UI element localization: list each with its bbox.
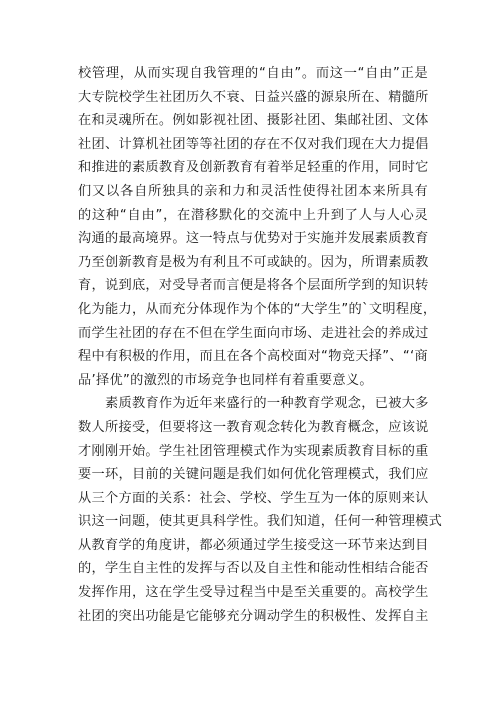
text-line: 从三个方面的关系：社会、学校、学生互为一体的原则来认 [78, 490, 429, 506]
text-line: 乃至创新教育是极为有利且不可或缺的。因为，所谓素质教 [78, 254, 429, 270]
paragraph-2 [78, 392, 443, 628]
text-line: 社团、计算机社团等等社团的存在不仅对我们现在大力提倡 [78, 136, 429, 152]
text-line: 社团的突出功能是它能够充分调动学生的积极性、发挥自主 [78, 608, 429, 624]
text-line: 从教育学的角度讲，都必须通过学生接受这一环节来达到目 [78, 537, 429, 553]
text-line: 程中有积极的作用，而且在各个高校面对“物竞天择”、“‘商 [78, 349, 428, 365]
text-line: 素质教育作为近年来盛行的一种教育学观念，已被大多 [105, 396, 429, 412]
text-line: 要一环，目前的关键问题是我们如何优化管理模式，我们应 [78, 467, 429, 483]
text-line: 才刚刚开始。学生社团管理模式作为实现素质教育目标的重 [78, 443, 429, 459]
text-line: 的，学生自主性的发挥与否以及自主性和能动性相结合能否 [78, 561, 429, 577]
text-line: 大专院校学生社团历久不衰、日益兴盛的源泉所在、精髓所 [78, 89, 429, 105]
body-text [78, 62, 443, 628]
text-line: 的这种“自由”，在潜移默化的交流中上升到了人与人心灵 [78, 207, 428, 223]
text-line: 发挥作用，这在学生受导过程当中是至关重要的。高校学生 [78, 585, 429, 601]
text-line: 在和灵魂所在。例如影视社团、摄影社团、集邮社团、文体 [78, 113, 429, 129]
text-line: 校管理，从而实现自我管理的“自由”。而这一“自由”正是 [78, 66, 428, 81]
text-line: 沟通的最高境界。这一特点与优势对于实施并发展素质教育 [78, 231, 429, 247]
text-line: 品’择优”的激烈的市场竞争也同样有着重要意义。 [78, 372, 373, 388]
text-line: 识这一问题，使其更具科学性。我们知道，任何一种管理模式 [78, 514, 443, 530]
text-line: 和推进的素质教育及创新教育有着举足轻重的作用，同时它 [78, 160, 429, 176]
text-line: 们又以各自所独具的亲和力和灵活性使得社团本来所具有 [78, 183, 428, 199]
text-line: 育，说到底，对受导者而言便是将各个层面所学到的知识转 [78, 278, 429, 294]
text-line: 而学生社团的存在不但在学生面向市场、走进社会的养成过 [78, 325, 429, 341]
text-line: 数人所接受，但要将这一教育观念转化为教育概念，应该说 [78, 419, 429, 435]
paragraph-1 [78, 62, 437, 392]
text-line: 化为能力，从而充分体现作为个体的“大学生”的`文明程度， [78, 301, 437, 317]
